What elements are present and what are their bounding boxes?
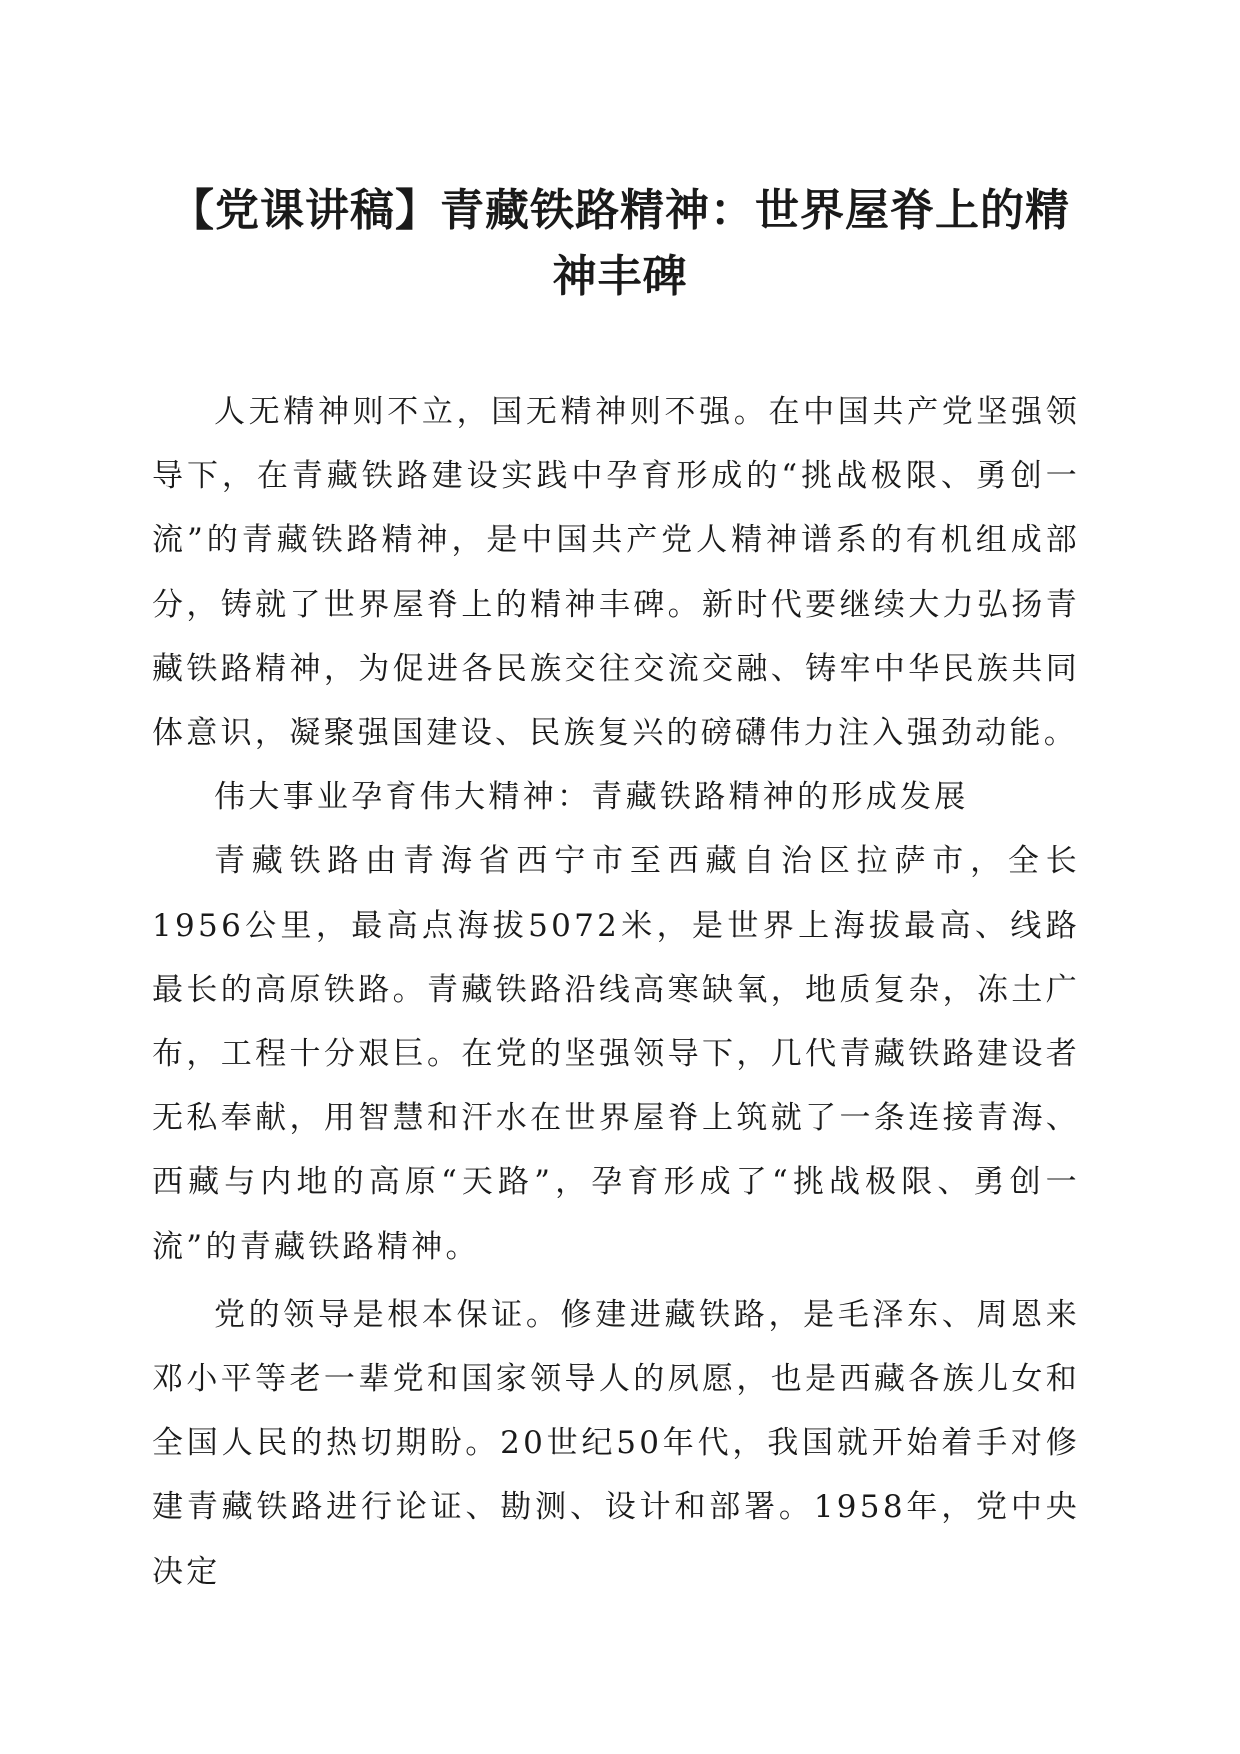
paragraph-intro: 人无精神则不立，国无精神则不强。在中国共产党坚强领导下，在青藏铁路建设实践中孕育形成的“挑战极限、勇创一流”的青藏铁路精神，是中国共产党人精神谱系的有机组成部分，铸就了世界屋脊上的精神丰碑。新时代要继续大力弘扬青藏铁路精神，为促进各民族交往交流交融、铸牢中华民族共同体意识，凝聚强国建设、民族复兴的磅礴伟力注入强劲动能。 — [152, 394, 1080, 752]
paragraph-railway-overview: 青藏铁路由青海省西宁市至西藏自治区拉萨市，全长1956公里，最高点海拔5072米，是世界上海拔最高、线路最长的高原铁路。青藏铁路沿线高寒缺氧，地质复杂，冻土广布，工程十分艰巨。在党的坚强领导下，几代青藏铁路建设者无私奉献，用智慧和汗水在世界屋脊上筑就了一条连接青海、西藏与内地的高原“天路”，孕育形成了“挑战极限、勇创一流”的青藏铁路精神。 — [152, 843, 1080, 1265]
section-heading: 伟大事业孕育伟大精神：青藏铁路精神的形成发展 — [214, 779, 969, 816]
paragraph-party-leadership: 党的领导是根本保证。修建进藏铁路，是毛泽东、周恩来邓小平等老一辈党和国家领导人的夙愿，也是西藏各族儿女和全国人民的热切期盼。20世纪50年代，我国就开始着手对修建青藏铁路进行论证、勘测、设计和部署。1958年，党中央决定 — [152, 1296, 1080, 1590]
document-body — [152, 380, 1080, 1604]
document-title: 【党课讲稿】青藏铁路精神：世界屋脊上的精神丰碑 — [170, 185, 1070, 302]
